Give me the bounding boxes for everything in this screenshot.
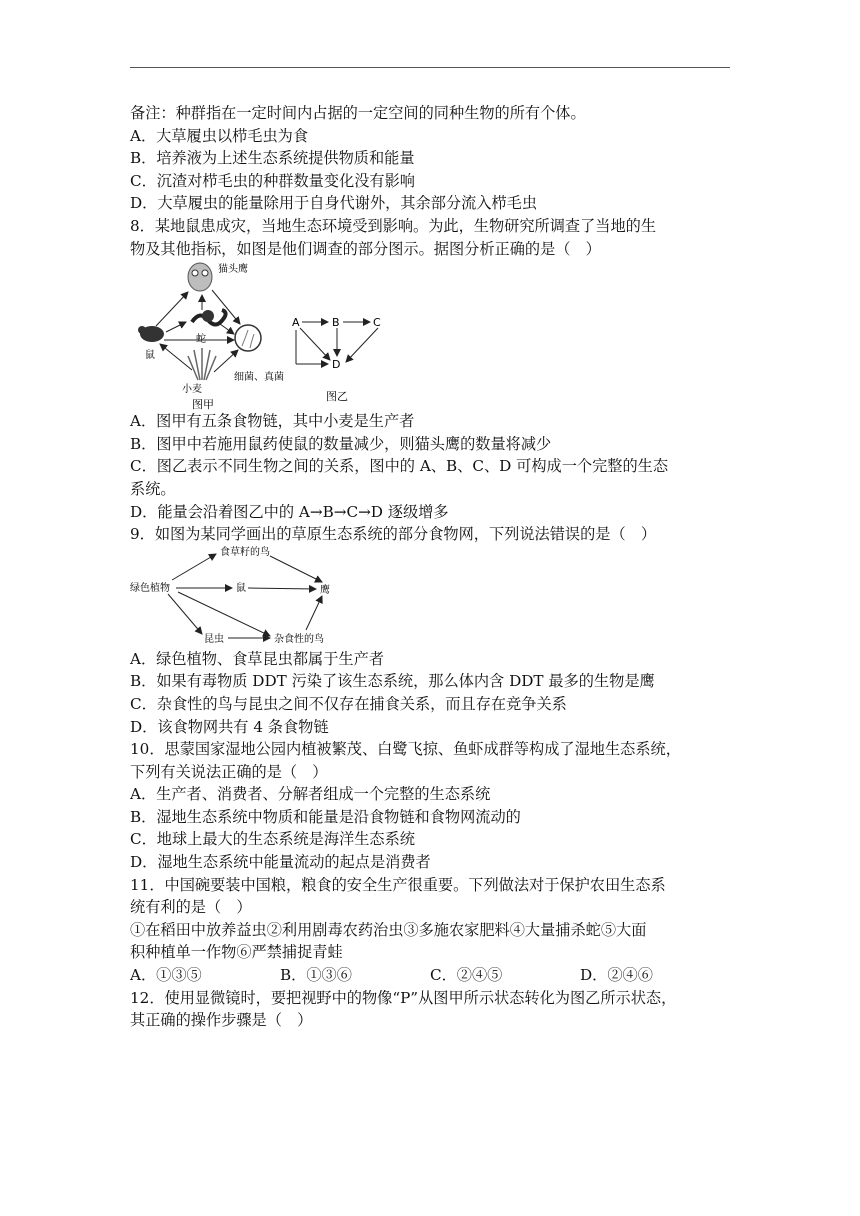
q8-figure-svg bbox=[130, 260, 730, 410]
q10-stem-line-2: 下列有关说法正确的是（ ） bbox=[130, 762, 328, 781]
q9-figure bbox=[130, 546, 730, 648]
mouse-label: 鼠 bbox=[145, 350, 155, 362]
q9-figure-svg bbox=[130, 546, 730, 648]
q10-option-d: D．湿地生态系统中能量流动的起点是消费者 bbox=[130, 853, 431, 872]
q11-stem-line-2: 统有利的是（ ） bbox=[130, 898, 252, 917]
q8-option-a: A．图甲有五条食物链，其中小麦是生产者 bbox=[130, 412, 415, 431]
document-body bbox=[130, 102, 730, 1032]
q8-stem-line-2: 物及其他指标，如图是他们调查的部分图示。据图分析正确的是（ ） bbox=[130, 239, 601, 258]
decomposer-icon bbox=[235, 325, 261, 351]
owl-icon bbox=[188, 263, 212, 291]
food-web-insect: 昆虫 bbox=[204, 633, 224, 645]
food-web-plant: 绿色植物 bbox=[130, 582, 170, 594]
food-web-seed-bird: 食草籽的鸟 bbox=[220, 546, 270, 558]
fig-jia bbox=[138, 262, 284, 410]
wheat-icon bbox=[188, 348, 216, 380]
food-web-mouse: 鼠 bbox=[236, 582, 246, 594]
q10-option-b: B．湿地生态系统中物质和能量是沿食物链和食物网流动的 bbox=[130, 807, 521, 826]
fig-jia-caption: 图甲 bbox=[192, 398, 214, 411]
q10-stem-line-1: 10．思蒙国家湿地公园内植被繁茂、白鹭飞掠、鱼虾成群等构成了湿地生态系统， bbox=[130, 740, 681, 759]
q8-option-b: B．图甲中若施用鼠药使鼠的数量减少，则猫头鹰的数量将减少 bbox=[130, 434, 552, 453]
q11-stem-line-4: 积种植单一作物⑥严禁捕捉青蛙 bbox=[130, 943, 343, 962]
q10-option-a: A．生产者、消费者、分解者组成一个完整的生态系统 bbox=[130, 785, 491, 804]
fig-yi-caption: 图乙 bbox=[326, 390, 348, 404]
wheat-label: 小麦 bbox=[182, 384, 202, 396]
snake-icon bbox=[192, 310, 226, 325]
snake-label: 蛇 bbox=[196, 334, 206, 346]
q9-option-a: A．绿色植物、食草昆虫都属于生产者 bbox=[130, 649, 384, 668]
decomposer-label: 细菌、真菌 bbox=[234, 372, 284, 384]
q8-option-c-cont: 系统。 bbox=[130, 479, 176, 498]
q8-option-d: D．能量会沿着图乙中的 A→B→C→D 逐级增多 bbox=[130, 502, 449, 521]
q11-stem-line-1: 11．中国碗要装中国粮，粮食的安全生产很重要。下列做法对于保护农田生态系 bbox=[130, 875, 666, 894]
q8-option-c: C．图乙表示不同生物之间的关系，图中的 A、B、C、D 可构成一个完整的生态 bbox=[130, 457, 669, 476]
q7-option-c: C．沉渣对栉毛虫的种群数量变化没有影响 bbox=[130, 171, 415, 190]
q9-option-d: D．该食物网共有 4 条食物链 bbox=[130, 717, 329, 736]
q11-option-c: C．②④⑤ bbox=[430, 966, 503, 985]
node-d: D bbox=[332, 358, 341, 372]
q11-option-d: D．②④⑥ bbox=[580, 966, 653, 985]
q11-option-b: B．①③⑥ bbox=[280, 966, 352, 985]
fig-yi bbox=[292, 316, 381, 403]
q8-figures bbox=[130, 260, 730, 410]
node-c: C bbox=[373, 316, 381, 330]
q11-options-row bbox=[130, 964, 730, 987]
q9-option-c: C．杂食性的鸟与昆虫之间不仅存在捕食关系，而且存在竞争关系 bbox=[130, 694, 567, 713]
node-a: A bbox=[292, 316, 300, 330]
q8-stem-line-1: 8．某地鼠患成灾，当地生态环境受到影响。为此，生物研究所调查了当地的生 bbox=[130, 216, 657, 235]
q7-option-a: A．大草履虫以栉毛虫为食 bbox=[130, 126, 309, 145]
q7-option-d: D．大草履虫的能量除用于自身代谢外，其余部分流入栉毛虫 bbox=[130, 194, 538, 213]
header-rule bbox=[130, 67, 730, 68]
q10-option-c: C．地球上最大的生态系统是海洋生态系统 bbox=[130, 830, 415, 849]
q7-option-b: B．培养液为上述生态系统提供物质和能量 bbox=[130, 149, 415, 168]
q12-stem-line-2: 其正确的操作步骤是（ ） bbox=[130, 1011, 313, 1030]
q12-stem-line-1: 12．使用显微镜时，要把视野中的物像“P”从图甲所示状态转化为图乙所示状态， bbox=[130, 988, 677, 1007]
q11-stem-line-3: ①在稻田中放养益虫②利用剧毒农药治虫③多施农家肥料④大量捕杀蛇⑤大面 bbox=[130, 920, 647, 939]
food-web-omni-bird: 杂食性的鸟 bbox=[274, 633, 324, 645]
q11-option-a: A．①③⑤ bbox=[130, 966, 202, 985]
q9-option-b: B．如果有毒物质 DDT 污染了该生态系统，那么体内含 DDT 最多的生物是鹰 bbox=[130, 672, 655, 691]
note-line: 备注：种群指在一定时间内占据的一定空间的同种生物的所有个体。 bbox=[130, 104, 586, 122]
owl-label: 猫头鹰 bbox=[218, 264, 248, 276]
mouse-icon bbox=[138, 326, 164, 342]
node-b: B bbox=[332, 316, 340, 330]
q9-stem: 9．如图为某同学画出的草原生态系统的部分食物网，下列说法错误的是（ ） bbox=[130, 525, 657, 544]
food-web-hawk: 鹰 bbox=[320, 584, 330, 596]
